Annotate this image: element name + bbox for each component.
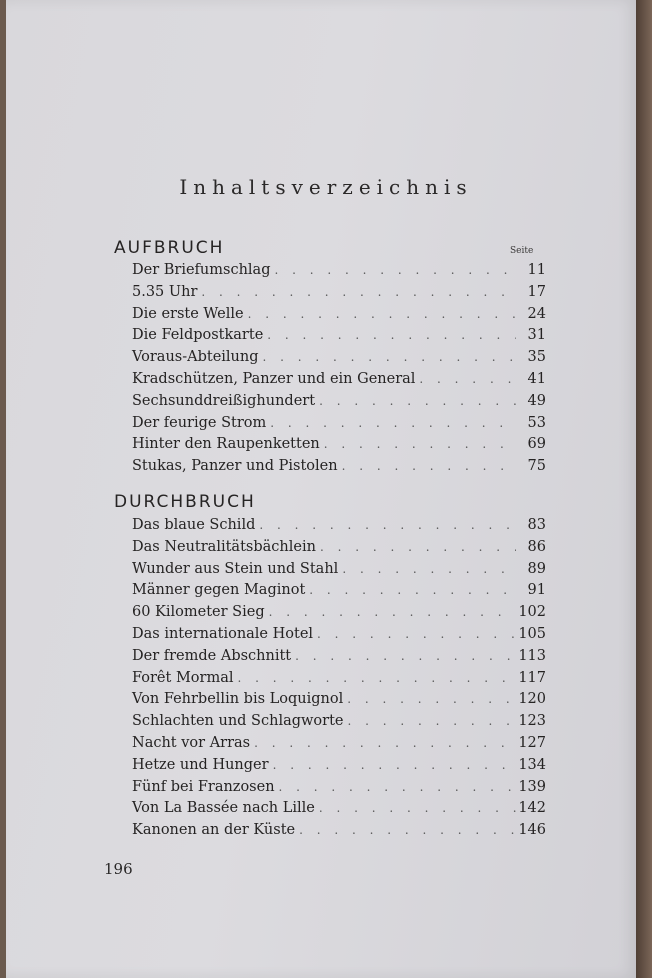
toc-entry-page: 117 [518,669,546,686]
dot-leader [270,416,516,430]
toc-entry-title: Die erste Welle [132,305,244,322]
dot-leader [263,350,516,364]
toc-entry [132,670,546,692]
section-heading-aufbruch: AUFBRUCH [114,238,225,258]
toc-entry-page: 102 [518,604,546,621]
toc-entry [132,713,546,735]
dot-leader [274,263,516,277]
dot-leader [273,758,516,772]
dot-leader [248,307,516,321]
toc-entry [132,800,546,822]
toc-entry-title: Voraus-Abteilung [132,349,259,366]
toc-entry-page: 113 [518,647,546,664]
dot-leader [254,736,516,750]
toc-entry-page: 89 [527,560,546,577]
toc-entry [132,779,546,801]
toc-entry-page: 91 [527,582,546,599]
dot-leader [317,627,516,641]
seite-label: Seite [510,246,534,256]
toc-entry [132,371,546,393]
toc-entry [132,539,546,561]
dot-leader [319,394,516,408]
toc-entry-title: Die Feldpostkarte [132,327,264,344]
dot-leader [267,328,516,342]
dot-leader [299,823,516,837]
toc-entry-page: 53 [527,414,546,431]
dot-leader [342,459,516,473]
toc-entry-page: 11 [527,262,546,278]
toc-entry [132,262,546,284]
dot-leader [347,692,516,706]
toc-entry-title: Das Neutralitätsbächlein [132,538,316,555]
toc-entry-title: Sechsunddreißighundert [132,392,316,409]
toc-entry-page: 41 [527,371,546,387]
dot-leader [324,437,516,451]
toc-entry-page: 134 [518,756,546,773]
toc-entry-page: 120 [518,691,546,708]
toc-entry [132,306,546,328]
toc-entry-page: 123 [518,713,546,730]
toc-entry [132,691,546,713]
page-number: 196 [104,860,133,878]
toc-entry-page: 127 [518,735,546,751]
toc-entry-page: 142 [518,800,546,817]
book-spine [636,0,652,978]
toc-entry-title: Schlachten und Schlagworte [132,713,344,730]
toc-entry-page: 31 [527,327,546,344]
toc-entry-page: 146 [518,822,546,839]
toc-entry [132,582,546,604]
toc-entry-title: Hinter den Raupenketten [132,436,320,453]
toc-entry-title: Männer gegen Maginot [132,582,306,599]
toc-entry-title: Der fremde Abschnitt [132,647,292,664]
toc-entry [132,436,546,458]
page-title: Inhaltsverzeichnis [179,175,473,199]
toc-entry-title: Von La Bassée nach Lille [132,800,315,817]
toc-entry [132,604,546,626]
toc-entry-title: Forêt Mormal [132,669,234,686]
toc-entry-page: 75 [527,458,546,475]
toc-entry [132,458,546,480]
dot-leader [319,801,516,815]
toc-entry-title: Von Fehrbellin bis Loquignol [132,691,344,708]
toc-entry-title: Der Briefumschlag [132,262,271,278]
toc-entry-page: 139 [518,778,546,795]
toc-entry-page: 17 [527,283,546,300]
dot-leader [279,780,516,794]
toc-entry-title: 5.35 Uhr [132,283,198,300]
toc-entry-title: Das blaue Schild [132,517,256,533]
toc-entry-page: 105 [518,626,546,642]
toc-entry [132,327,546,349]
toc-entry [132,648,546,670]
toc-entry-title: Der feurige Strom [132,414,267,431]
toc-entry [132,561,546,583]
toc-entry [132,415,546,437]
toc-entry-page: 86 [527,538,546,555]
toc-entry [132,757,546,779]
toc-entry-title: Wunder aus Stein und Stahl [132,560,339,577]
dot-leader [201,285,516,299]
dot-leader [419,372,516,386]
toc-entry-title: 60 Kilometer Sieg [132,604,265,621]
toc-entry-page: 49 [527,392,546,409]
toc-entry [132,735,546,757]
toc-entry-page: 83 [527,517,546,533]
toc-entry-title: Fünf bei Franzosen [132,778,275,795]
toc-entry-title: Kanonen an der Küste [132,822,296,839]
toc-entry-title: Nacht vor Arras [132,735,251,751]
section-heading-durchbruch: DURCHBRUCH [114,492,256,512]
dot-leader [295,649,516,663]
toc-entry-title: Hetze und Hunger [132,756,269,773]
toc-entry [132,822,546,844]
toc-entry [132,517,546,539]
toc-entry-title: Stukas, Panzer und Pistolen [132,458,338,475]
toc-entry-page: 35 [527,349,546,366]
dot-leader [259,518,516,532]
toc-entry-title: Das internationale Hotel [132,626,314,642]
toc-entry [132,349,546,371]
toc-entry-page: 69 [527,436,546,453]
toc-entry-page: 24 [527,305,546,322]
toc-entry [132,393,546,415]
dot-leader [269,605,516,619]
dot-leader [309,583,516,597]
dot-leader [348,714,517,728]
dot-leader [320,540,516,554]
dot-leader [238,671,517,685]
toc-entry [132,284,546,306]
toc-entry [132,626,546,648]
toc-entry-title: Kradschützen, Panzer und ein General [132,371,416,387]
dot-leader [342,562,516,576]
